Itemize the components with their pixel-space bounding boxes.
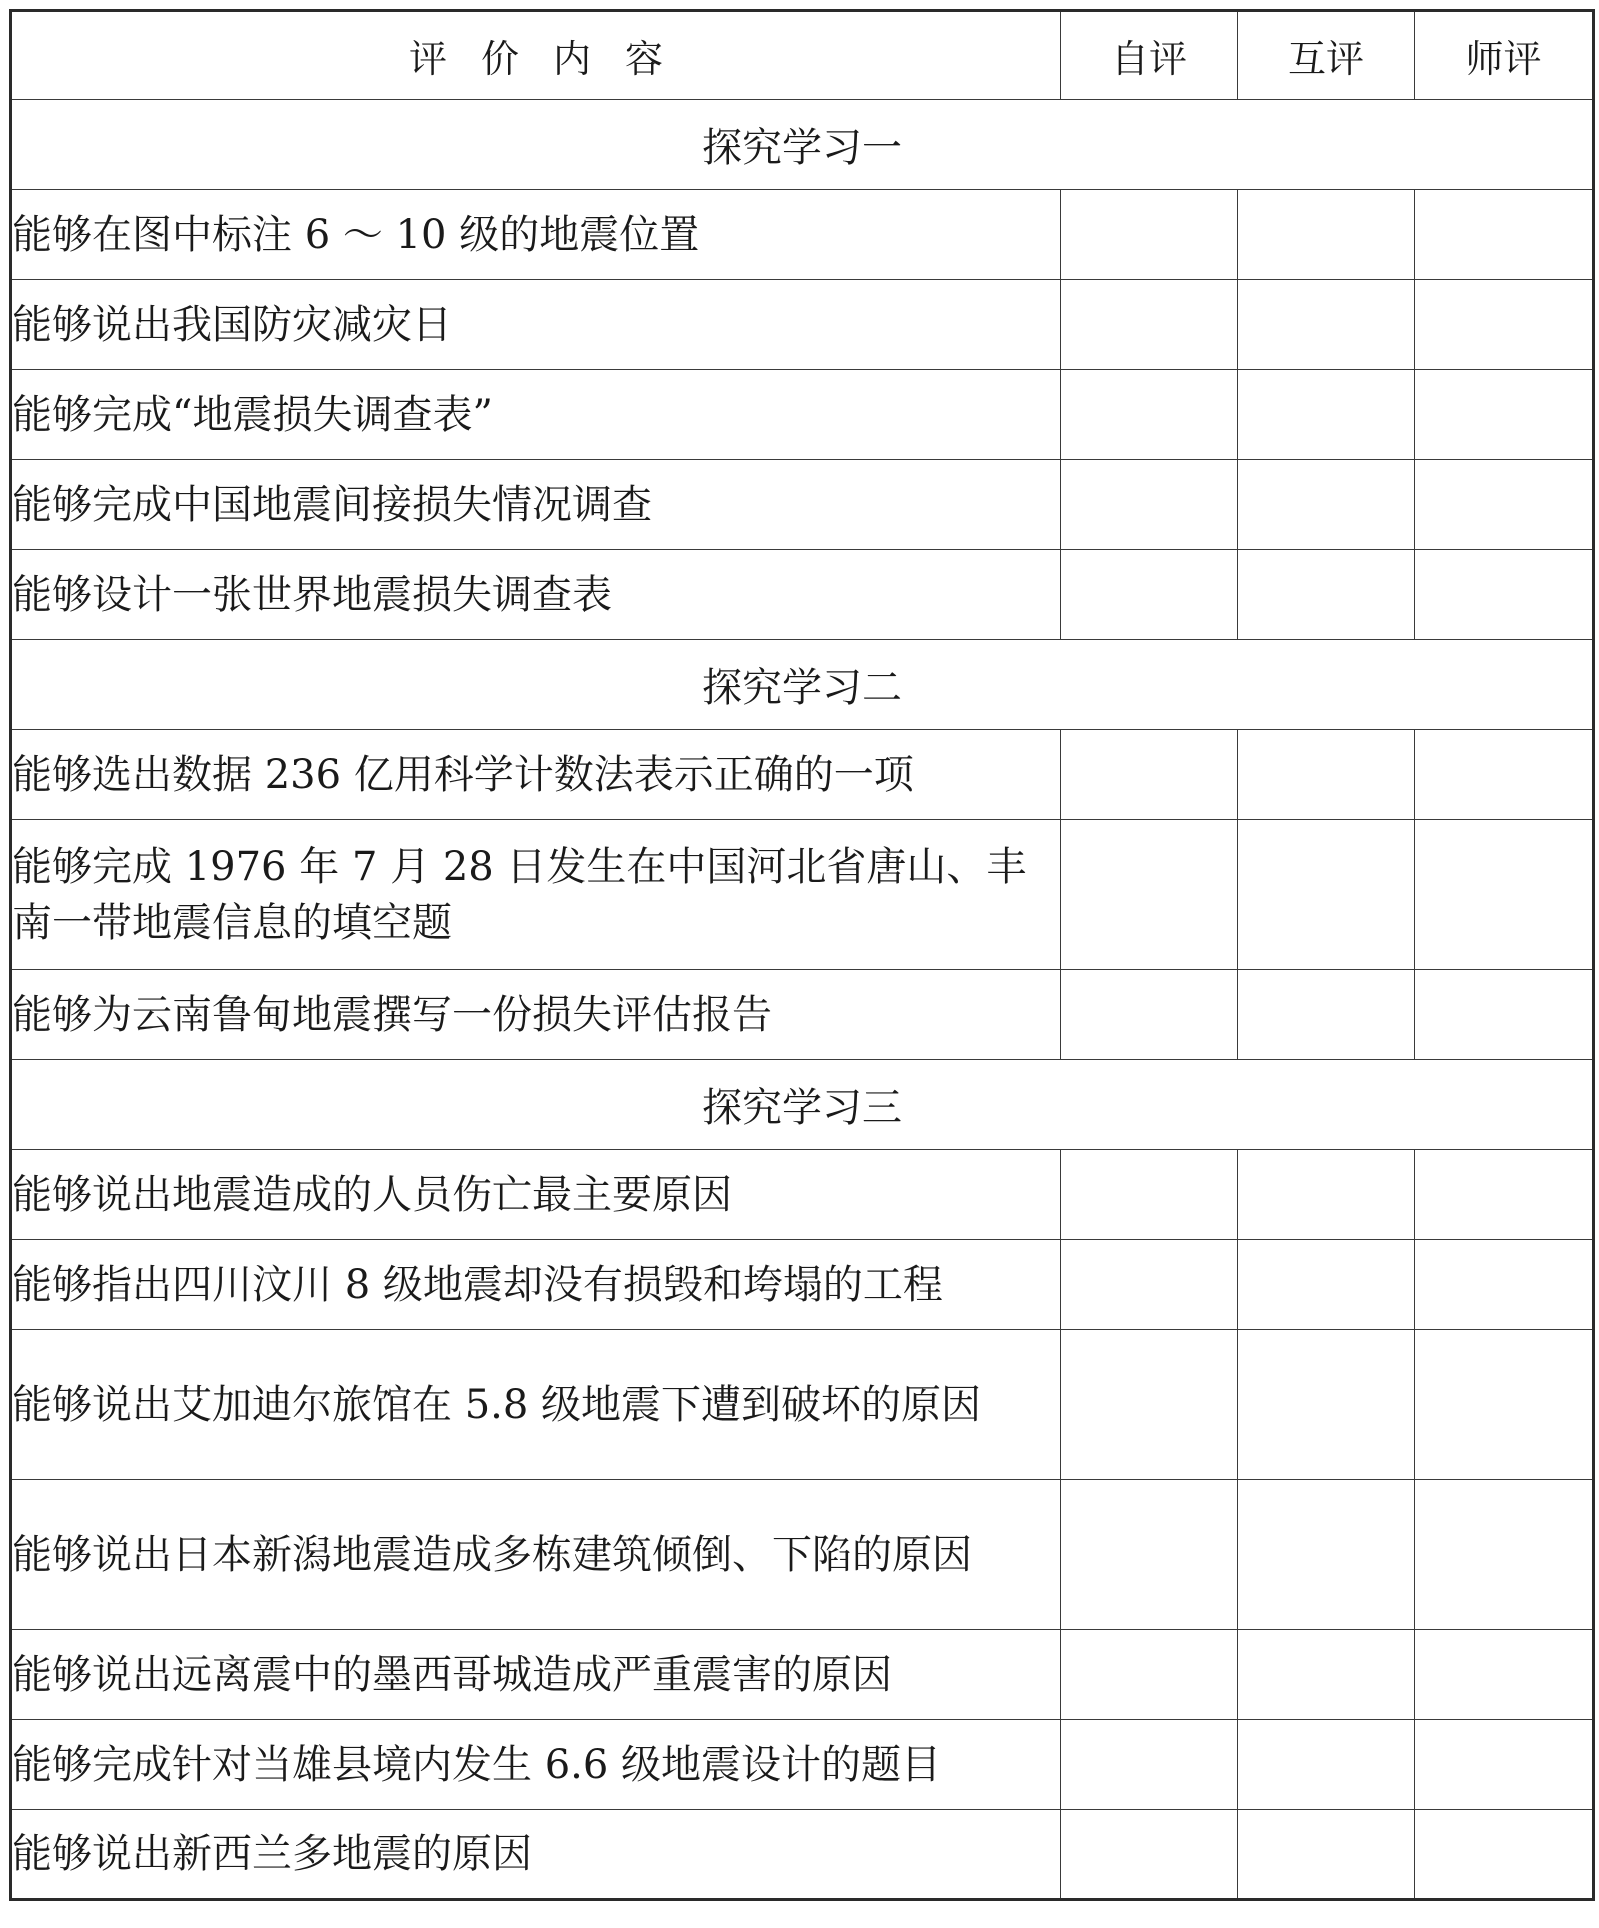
- self-eval-cell[interactable]: [1061, 1150, 1238, 1240]
- section-title: 探究学习二: [11, 640, 1594, 730]
- item-text: 能够说出日本新潟地震造成多栋建筑倾倒、下陷的原因: [11, 1480, 1061, 1630]
- item-text: 能够为云南鲁甸地震撰写一份损失评估报告: [11, 970, 1061, 1060]
- self-eval-cell[interactable]: [1061, 1720, 1238, 1810]
- peer-eval-cell[interactable]: [1238, 1150, 1415, 1240]
- peer-eval-cell[interactable]: [1238, 970, 1415, 1060]
- self-eval-cell[interactable]: [1061, 190, 1238, 280]
- table-row: [11, 550, 1594, 640]
- item-text: 能够完成“地震损失调查表”: [11, 370, 1061, 460]
- peer-eval-cell[interactable]: [1238, 1480, 1415, 1630]
- teacher-eval-cell[interactable]: [1415, 730, 1594, 820]
- teacher-eval-cell[interactable]: [1415, 280, 1594, 370]
- peer-eval-cell[interactable]: [1238, 820, 1415, 970]
- header-row: [11, 11, 1594, 100]
- self-eval-cell[interactable]: [1061, 370, 1238, 460]
- peer-eval-cell[interactable]: [1238, 1240, 1415, 1330]
- item-text: 能够说出地震造成的人员伤亡最主要原因: [11, 1150, 1061, 1240]
- peer-eval-cell[interactable]: [1238, 1330, 1415, 1480]
- table-row: [11, 460, 1594, 550]
- table-row: [11, 970, 1594, 1060]
- table-row: [11, 1480, 1594, 1630]
- self-eval-cell[interactable]: [1061, 970, 1238, 1060]
- section-title: 探究学习一: [11, 100, 1594, 190]
- item-text: 能够设计一张世界地震损失调查表: [11, 550, 1061, 640]
- self-eval-cell[interactable]: [1061, 460, 1238, 550]
- section-row-1: [11, 100, 1594, 190]
- teacher-eval-cell[interactable]: [1415, 1480, 1594, 1630]
- item-text: 能够说出远离震中的墨西哥城造成严重震害的原因: [11, 1630, 1061, 1720]
- item-text: 能够完成针对当雄县境内发生 6.6 级地震设计的题目: [11, 1720, 1061, 1810]
- teacher-eval-cell[interactable]: [1415, 550, 1594, 640]
- peer-eval-cell[interactable]: [1238, 280, 1415, 370]
- table-row: [11, 730, 1594, 820]
- section-title: 探究学习三: [11, 1060, 1594, 1150]
- self-eval-cell[interactable]: [1061, 1630, 1238, 1720]
- item-text: 能够在图中标注 6 ～ 10 级的地震位置: [11, 190, 1061, 280]
- teacher-eval-cell[interactable]: [1415, 1720, 1594, 1810]
- peer-eval-cell[interactable]: [1238, 370, 1415, 460]
- self-eval-cell[interactable]: [1061, 1810, 1238, 1900]
- self-eval-cell[interactable]: [1061, 820, 1238, 970]
- item-text: 能够完成 1976 年 7 月 28 日发生在中国河北省唐山、丰南一带地震信息的填空题: [11, 820, 1061, 970]
- header-content: 评价内容: [11, 11, 1061, 100]
- table-row: [11, 1240, 1594, 1330]
- peer-eval-cell[interactable]: [1238, 1630, 1415, 1720]
- section-row-3: [11, 1060, 1594, 1150]
- self-eval-cell[interactable]: [1061, 550, 1238, 640]
- item-text: 能够指出四川汶川 8 级地震却没有损毁和垮塌的工程: [11, 1240, 1061, 1330]
- table-row: [11, 190, 1594, 280]
- teacher-eval-cell[interactable]: [1415, 370, 1594, 460]
- item-text: 能够说出我国防灾减灾日: [11, 280, 1061, 370]
- item-text: 能够完成中国地震间接损失情况调查: [11, 460, 1061, 550]
- table-row: [11, 820, 1594, 970]
- teacher-eval-cell[interactable]: [1415, 820, 1594, 970]
- header-teacher-eval: 师评: [1415, 11, 1594, 100]
- item-text: 能够选出数据 236 亿用科学计数法表示正确的一项: [11, 730, 1061, 820]
- table-row: [11, 1150, 1594, 1240]
- peer-eval-cell[interactable]: [1238, 730, 1415, 820]
- self-eval-cell[interactable]: [1061, 730, 1238, 820]
- table-row: [11, 1720, 1594, 1810]
- self-eval-cell[interactable]: [1061, 1330, 1238, 1480]
- peer-eval-cell[interactable]: [1238, 190, 1415, 280]
- item-text: 能够说出新西兰多地震的原因: [11, 1810, 1061, 1900]
- table-row: [11, 1330, 1594, 1480]
- teacher-eval-cell[interactable]: [1415, 1630, 1594, 1720]
- self-eval-cell[interactable]: [1061, 1480, 1238, 1630]
- teacher-eval-cell[interactable]: [1415, 190, 1594, 280]
- teacher-eval-cell[interactable]: [1415, 1240, 1594, 1330]
- teacher-eval-cell[interactable]: [1415, 970, 1594, 1060]
- evaluation-table: [9, 9, 1595, 1901]
- teacher-eval-cell[interactable]: [1415, 1330, 1594, 1480]
- peer-eval-cell[interactable]: [1238, 550, 1415, 640]
- header-self-eval: 自评: [1061, 11, 1238, 100]
- peer-eval-cell[interactable]: [1238, 1720, 1415, 1810]
- peer-eval-cell[interactable]: [1238, 460, 1415, 550]
- table-row: [11, 280, 1594, 370]
- header-peer-eval: 互评: [1238, 11, 1415, 100]
- item-text: 能够说出艾加迪尔旅馆在 5.8 级地震下遭到破坏的原因: [11, 1330, 1061, 1480]
- teacher-eval-cell[interactable]: [1415, 1150, 1594, 1240]
- self-eval-cell[interactable]: [1061, 1240, 1238, 1330]
- section-row-2: [11, 640, 1594, 730]
- table-row: [11, 1810, 1594, 1900]
- teacher-eval-cell[interactable]: [1415, 1810, 1594, 1900]
- peer-eval-cell[interactable]: [1238, 1810, 1415, 1900]
- self-eval-cell[interactable]: [1061, 280, 1238, 370]
- table-row: [11, 1630, 1594, 1720]
- teacher-eval-cell[interactable]: [1415, 460, 1594, 550]
- table-row: [11, 370, 1594, 460]
